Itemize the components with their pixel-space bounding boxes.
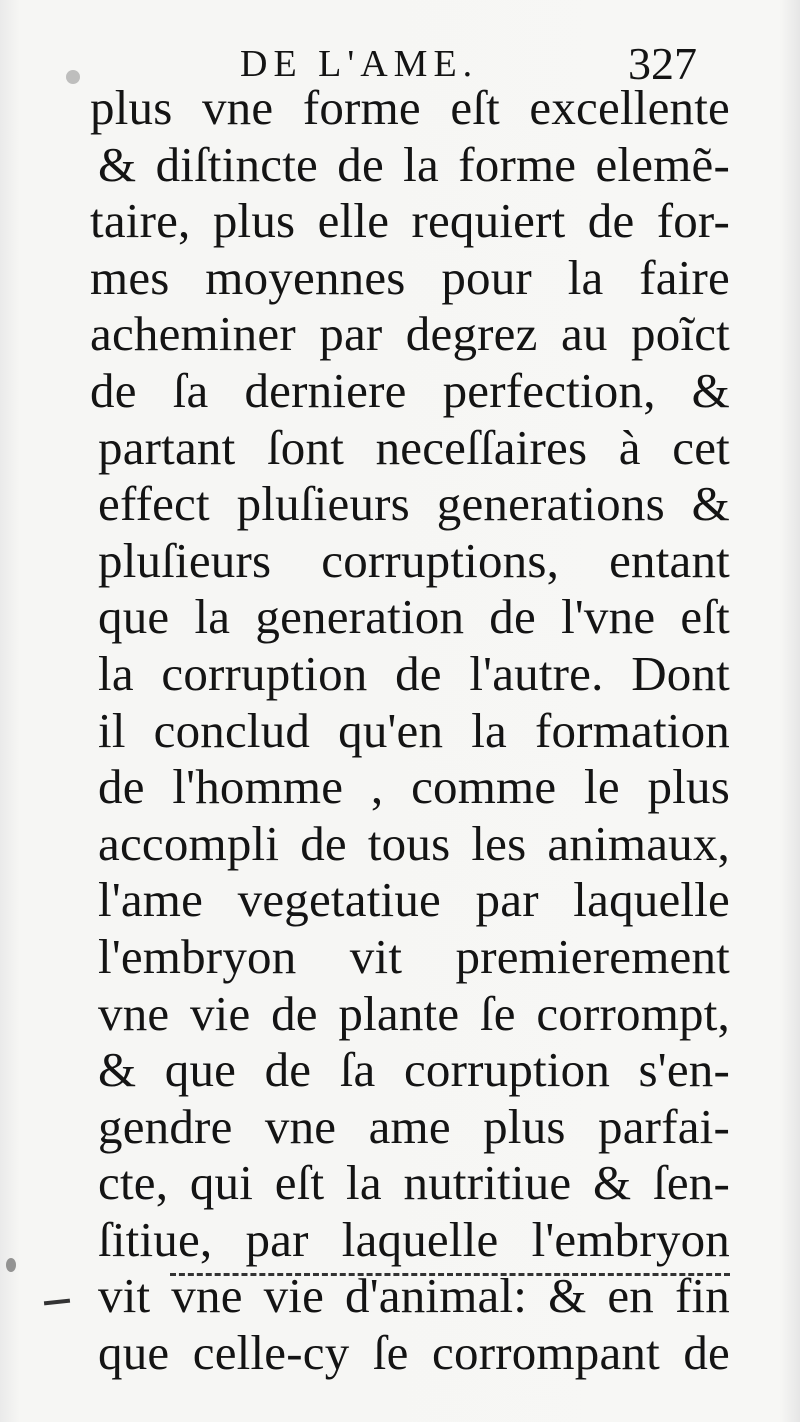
text-line: que la generation de l'vne eſt	[98, 589, 730, 645]
text-line: il conclud qu'en la formation	[98, 702, 730, 758]
text-line: ſitiue, par laquelle l'embryon	[98, 1211, 730, 1267]
body-text	[90, 80, 740, 1382]
text-line: pluſieurs corruptions, entant	[98, 532, 730, 588]
text-line: la corruption de l'autre. Dont	[98, 645, 730, 701]
text-line: plus vne forme eſt excellente	[90, 80, 730, 135]
text-line: mes moyennes pour la faire	[90, 249, 730, 305]
text-line: acheminer par degrez au poĩct	[90, 306, 730, 362]
text-line: de l'homme , comme le plus	[98, 759, 730, 815]
text-line: vne vie de plante ſe corrompt,	[98, 985, 730, 1041]
text-line: effect pluſieurs generations &	[98, 476, 730, 532]
text-line: cte, qui eſt la nutritiue & ſen-	[98, 1155, 730, 1211]
text-line: partant ſont neceſſaires à cet	[98, 419, 730, 475]
text-line: vit vne vie d'animal: & en fin	[98, 1268, 730, 1324]
text-line: que celle-cy ſe corrompant de	[98, 1325, 730, 1381]
ink-spot	[6, 1258, 16, 1272]
text-line: taire, plus elle requiert de for-	[90, 193, 730, 249]
text-line: de ſa derniere perfection, &	[90, 362, 730, 418]
margin-mark	[44, 1299, 70, 1306]
text-line: accompli de tous les animaux,	[98, 815, 730, 871]
text-line: gendre vne ame plus parfai-	[98, 1098, 730, 1154]
page-number: 327	[628, 38, 697, 89]
text-line: & que de ſa corruption s'en-	[98, 1042, 730, 1098]
page-bottom-rule	[170, 1273, 730, 1276]
text-line: & diſtincte de la forme elemẽ-	[98, 136, 730, 192]
running-head-title: DE L'AME.	[240, 43, 479, 85]
text-line: l'ame vegetatiue par laquelle	[98, 872, 730, 928]
text-line: l'embryon vit premierement	[98, 928, 730, 984]
